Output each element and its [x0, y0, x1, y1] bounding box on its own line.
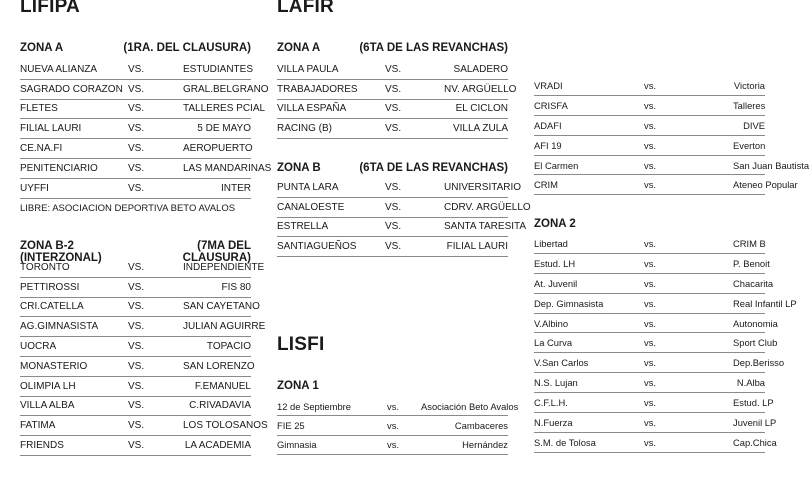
versus-label: VS.	[385, 241, 402, 253]
home-team: ADAFI	[534, 119, 562, 131]
away-team: Juvenil LP	[733, 416, 777, 428]
zone-round: (6TA DE LAS REVANCHAS)	[359, 42, 508, 54]
fixture-row	[20, 119, 251, 139]
versus-label: VS.	[128, 380, 145, 392]
versus-label: VS.	[128, 162, 145, 174]
versus-label: VS.	[128, 420, 145, 432]
lisfi-zona-1-header	[277, 380, 319, 392]
away-team: Victoria	[733, 79, 765, 91]
versus-label: VS.	[128, 440, 145, 452]
fixture-row	[20, 179, 251, 199]
zone-name: ZONA A	[20, 42, 64, 54]
fixture-row	[534, 156, 810, 176]
fixture-row	[534, 254, 770, 274]
fixture-row	[534, 413, 777, 433]
fixture-row	[534, 373, 765, 393]
fixture-row	[20, 377, 251, 397]
home-team: At. Juvenil	[534, 277, 578, 289]
home-team: SANTIAGUEÑOS	[277, 241, 357, 253]
fixture-row	[20, 317, 266, 337]
home-team: FLETES	[20, 103, 58, 115]
away-team: SANTA TARESITA	[444, 221, 527, 233]
home-team: VILLA ESPAÑA	[277, 103, 347, 115]
fixture-row	[534, 175, 798, 195]
home-team: CANALOESTE	[277, 201, 345, 213]
away-team: JULIAN AGUIRRE	[183, 321, 266, 333]
fixture-row	[534, 353, 785, 373]
home-team: OLIMPIA LH	[20, 380, 76, 392]
home-team: UYFFI	[20, 182, 49, 194]
away-team: SAN LORENZO	[183, 360, 255, 372]
lifipa-zona-b2-fixtures	[20, 258, 268, 456]
fixture-row	[534, 96, 765, 116]
versus-label: VS.	[128, 103, 145, 115]
away-team: Cap.Chica	[733, 436, 777, 448]
zone-round: (7MA DEL CLAUSURA)	[182, 240, 251, 264]
lisfi-zona-2-header	[534, 218, 576, 230]
away-team: AEROPUERTO	[183, 143, 253, 155]
zone-round: (6TA DE LAS REVANCHAS)	[359, 162, 508, 174]
away-team: Chacarita	[733, 277, 774, 289]
away-team: Real Infantil LP	[733, 297, 797, 309]
versus-label: VS.	[128, 341, 145, 353]
zone-name: ZONA 1	[277, 380, 319, 392]
lifipa-title: LIFIPA	[20, 0, 80, 17]
versus-label: VS.	[128, 261, 145, 273]
home-team: VILLA PAULA	[277, 63, 339, 75]
versus-label: vs.	[387, 439, 399, 451]
lafir-zona-a-fixtures	[277, 60, 517, 139]
fixture-row	[534, 136, 765, 156]
away-team: C.RIVADAVIA	[189, 400, 251, 412]
bye-note: LIBRE: ASOCIACION DEPORTIVA BETO AVALOS	[20, 203, 236, 214]
fixture-row	[277, 60, 508, 80]
versus-label: VS.	[385, 63, 402, 75]
home-team: ESTRELLA	[277, 221, 329, 233]
lifipa-zona-a-fixtures	[20, 60, 272, 199]
fixture-row	[534, 294, 797, 314]
away-team: SALADERO	[453, 63, 508, 75]
home-team: VILLA ALBA	[20, 400, 75, 412]
fixture-row	[277, 100, 508, 120]
away-team: CDRV. ARGÜELLO	[444, 201, 531, 213]
versus-label: vs.	[387, 400, 399, 412]
versus-label: vs.	[644, 139, 656, 151]
versus-label: vs.	[387, 419, 399, 431]
away-team: 5 DE MAYO	[197, 123, 251, 135]
fixture-row	[20, 60, 254, 80]
versus-label: vs.	[644, 257, 656, 269]
home-team: RACING (B)	[277, 123, 332, 135]
away-team: F.EMANUEL	[194, 380, 251, 392]
versus-label: vs.	[644, 337, 656, 349]
fixture-row	[534, 433, 777, 453]
fixture-row	[534, 76, 765, 96]
away-team: ESTUDIANTES	[183, 63, 254, 75]
home-team: PENITENCIARIO	[20, 162, 98, 174]
home-team: TRABAJADORES	[277, 83, 358, 95]
home-team: CE.NA.FI	[20, 143, 63, 155]
fixture-row	[20, 298, 260, 318]
versus-label: vs.	[644, 119, 656, 131]
versus-label: VS.	[128, 400, 145, 412]
fixture-row	[534, 116, 765, 136]
away-team: Autonomia	[733, 317, 778, 329]
lisfi-title: LISFI	[277, 334, 325, 355]
versus-label: vs.	[644, 237, 656, 249]
fixture-row	[20, 337, 251, 357]
lafir-zona-a-header	[277, 42, 508, 54]
fixture-row	[277, 436, 508, 455]
home-team: El Carmen	[534, 159, 579, 171]
versus-label: VS.	[385, 123, 402, 135]
home-team: SAGRADO CORAZON	[20, 83, 123, 95]
away-team: FIS 80	[221, 281, 251, 293]
away-team: Estud. LP	[733, 397, 774, 409]
away-team: TOPACIO	[206, 341, 251, 353]
versus-label: vs.	[644, 357, 656, 369]
away-team: UNIVERSITARIO	[444, 181, 522, 193]
home-team: CRIM	[534, 179, 558, 191]
home-team: V.Albino	[534, 317, 569, 329]
home-team: V.San Carlos	[534, 357, 589, 369]
away-team: LA ACADEMIA	[184, 440, 251, 452]
away-team: LOS TOLOSANOS	[183, 420, 268, 432]
home-team: VRADI	[534, 79, 563, 91]
home-team: S.M. de Tolosa	[534, 436, 596, 448]
away-team: SAN CAYETANO	[183, 301, 260, 313]
versus-label: VS.	[128, 281, 145, 293]
versus-label: VS.	[385, 83, 402, 95]
home-team: N.S. Lujan	[534, 377, 578, 389]
home-team: FILIAL LAURI	[20, 123, 82, 135]
versus-label: VS.	[128, 182, 145, 194]
fixture-row	[277, 119, 508, 139]
fixture-row	[20, 357, 255, 377]
home-team: CRISFA	[534, 99, 568, 111]
versus-label: VS.	[128, 321, 145, 333]
home-team: 12 de Septiembre	[277, 400, 352, 412]
away-team: LAS MANDARINAS	[183, 162, 272, 174]
away-team: DIVE	[743, 119, 765, 131]
away-team: Cambaceres	[454, 419, 508, 431]
home-team: AG.GIMNASISTA	[20, 321, 99, 333]
versus-label: VS.	[128, 360, 145, 372]
versus-label: vs.	[644, 99, 656, 111]
away-team: P. Benoit	[733, 257, 770, 269]
home-team: N.Fuerza	[534, 416, 573, 428]
home-team: FRIENDS	[20, 440, 64, 452]
fixture-row	[20, 436, 251, 456]
fixture-row	[20, 80, 269, 100]
versus-label: vs.	[644, 297, 656, 309]
away-team: INTER	[221, 182, 251, 194]
zone-name: ZONA B-2 (INTERZONAL)	[20, 240, 102, 264]
zone-name: ZONA 2	[534, 218, 576, 230]
away-team: Everton	[733, 139, 766, 151]
home-team: NUEVA ALIANZA	[20, 63, 98, 75]
versus-label: vs.	[644, 436, 656, 448]
home-team: CRI.CATELLA	[20, 301, 84, 313]
lafir-zona-b-header	[277, 162, 508, 174]
away-team: N.Alba	[736, 377, 765, 389]
zone-name: ZONA A	[277, 42, 321, 54]
away-team: TALLERES PCIAL	[183, 103, 266, 115]
versus-label: VS.	[128, 301, 145, 313]
lisfi-zona-1-continued-fixtures	[534, 76, 810, 195]
home-team: La Curva	[534, 337, 573, 349]
fixture-row	[277, 237, 508, 257]
versus-label: vs.	[644, 317, 656, 329]
away-team: Asociación Beto Avalos	[421, 400, 519, 412]
home-team: AFI 19	[534, 139, 562, 151]
fixture-row	[534, 314, 778, 334]
fixture-row	[534, 274, 774, 294]
home-team: TORONTO	[20, 261, 70, 273]
away-team: Hernández	[462, 439, 508, 451]
fixture-row	[277, 80, 517, 100]
home-team: PETTIROSSI	[20, 281, 80, 293]
home-team: C.F.L.H.	[534, 397, 568, 409]
versus-label: vs.	[644, 277, 656, 289]
away-team: Talleres	[733, 99, 766, 111]
away-team: VILLA ZULA	[452, 123, 508, 135]
home-team: Libertad	[534, 237, 568, 249]
fixture-row	[20, 278, 251, 298]
lafir-title: LAFIR	[277, 0, 334, 17]
fixture-row	[534, 234, 765, 254]
home-team: Dep. Gimnasista	[534, 297, 604, 309]
fixture-row	[20, 416, 268, 436]
fixture-row	[277, 416, 508, 435]
away-team: INDEPENDIENTE	[183, 261, 265, 273]
versus-label: VS.	[128, 123, 145, 135]
versus-label: vs.	[644, 179, 656, 191]
zone-round: (1RA. DEL CLAUSURA)	[123, 42, 251, 54]
zone-name: ZONA B	[277, 162, 321, 174]
versus-label: VS.	[385, 221, 402, 233]
fixture-row	[277, 178, 522, 198]
away-team: Dep.Berisso	[733, 357, 785, 369]
lisfi-zona-1-fixtures	[277, 397, 519, 455]
away-team: San Juan Bautista	[733, 159, 810, 171]
fixture-row	[534, 333, 778, 353]
away-team: EL CICLON	[455, 103, 508, 115]
away-team: CRIM B	[733, 237, 766, 249]
fixture-row	[20, 397, 251, 417]
versus-label: VS.	[128, 143, 145, 155]
home-team: FIE 25	[277, 419, 305, 431]
fixture-row	[277, 218, 527, 238]
versus-label: VS.	[128, 83, 145, 95]
fixture-row	[20, 139, 251, 159]
lafir-zona-b-fixtures	[277, 178, 531, 257]
fixture-row	[277, 397, 519, 416]
fixture-row	[277, 198, 531, 218]
home-team: FATIMA	[20, 420, 56, 432]
home-team: MONASTERIO	[20, 360, 88, 372]
versus-label: vs.	[644, 377, 656, 389]
versus-label: vs.	[644, 397, 656, 409]
fixture-row	[20, 258, 265, 278]
lisfi-zona-2-fixtures	[534, 234, 797, 453]
versus-label: VS.	[385, 103, 402, 115]
home-team: PUNTA LARA	[277, 181, 339, 193]
versus-label: VS.	[385, 181, 402, 193]
away-team: NV. ARGÜELLO	[444, 83, 517, 95]
versus-label: vs.	[644, 79, 656, 91]
away-team: Sport Club	[733, 337, 778, 349]
away-team: FILIAL LAURI	[446, 241, 508, 253]
lifipa-zona-a-header	[20, 42, 251, 54]
home-team: Estud. LH	[534, 257, 576, 269]
fixture-row	[20, 159, 272, 179]
fixture-row	[534, 393, 774, 413]
away-team: GRAL.BELGRANO	[183, 83, 269, 95]
away-team: Ateneo Popular	[733, 179, 798, 191]
home-team: UOCRA	[20, 341, 57, 353]
versus-label: VS.	[385, 201, 402, 213]
fixture-row	[20, 100, 266, 120]
versus-label: vs.	[644, 159, 656, 171]
versus-label: VS.	[128, 63, 145, 75]
home-team: Gimnasia	[277, 439, 317, 451]
versus-label: vs.	[644, 416, 656, 428]
